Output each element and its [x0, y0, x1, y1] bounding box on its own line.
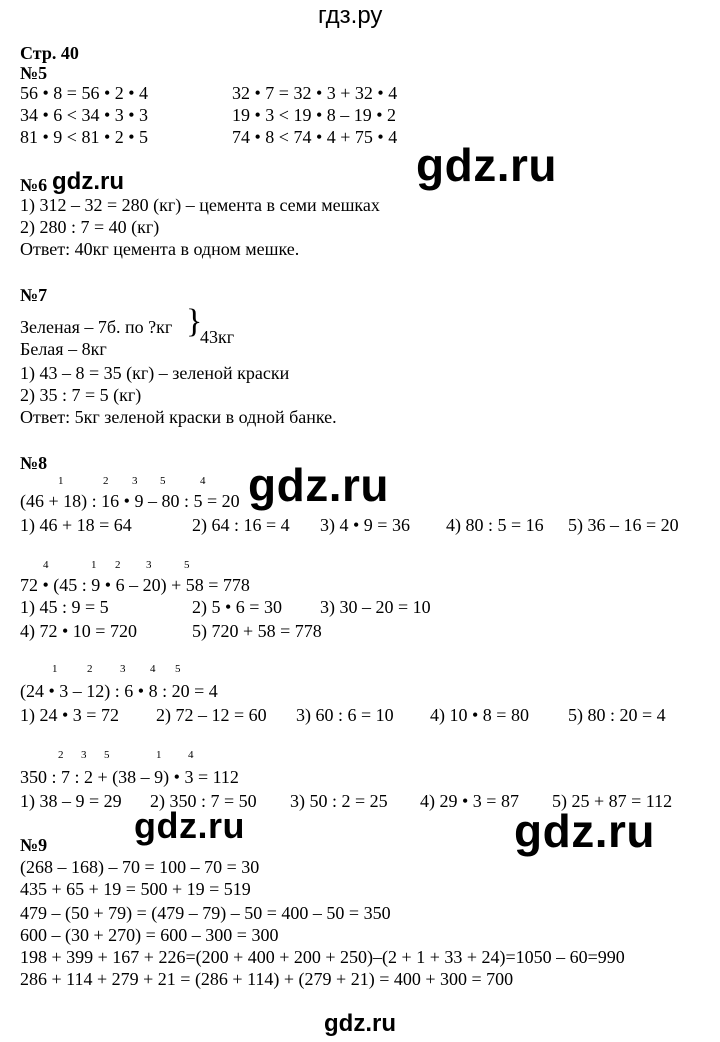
task8-step: 4) 10 • 8 = 80 — [430, 705, 529, 725]
task9-line: 435 + 65 + 19 = 500 + 19 = 519 — [20, 879, 251, 899]
watermark-logo: gdz.ru — [324, 1010, 396, 1037]
task6-line: 2) 280 : 7 = 40 (кг) — [20, 217, 160, 237]
task8-step: 1) 45 : 9 = 5 — [20, 597, 109, 617]
task7-given-green: Зеленая – 7б. по ?кг — [20, 317, 173, 337]
action-order-number: 5 — [104, 749, 110, 761]
task8-step: 2) 72 – 12 = 60 — [156, 705, 267, 725]
task5-left-line: 56 • 8 = 56 • 2 • 4 — [20, 83, 149, 103]
task9-line: 198 + 399 + 167 + 226=(200 + 400 + 200 + 250)–(2 + 1 + 33 + 24)=1050 – 60=990 — [20, 947, 625, 967]
task7-brace: } — [186, 303, 203, 340]
task7-line: 1) 43 – 8 = 35 (кг) – зеленой краски — [20, 363, 290, 383]
watermark-logo: gdz.ru — [514, 805, 655, 857]
task8-step: 5) 36 – 16 = 20 — [568, 515, 679, 535]
task8-step: 3) 4 • 9 = 36 — [320, 515, 410, 535]
action-order-number: 4 — [43, 559, 49, 571]
action-order-number: 1 — [52, 663, 58, 675]
task5-right-line: 32 • 7 = 32 • 3 + 32 • 4 — [232, 83, 398, 103]
task9-line: (268 – 168) – 70 = 100 – 70 = 30 — [20, 857, 260, 877]
action-order-number: 5 — [160, 475, 166, 487]
task8-expression: (24 • 3 – 12) : 6 • 8 : 20 = 4 — [20, 681, 218, 701]
action-order-number: 4 — [150, 663, 156, 675]
task7-total: 43кг — [200, 327, 235, 347]
action-order-number: 1 — [156, 749, 162, 761]
task8-step: 5) 720 + 58 = 778 — [192, 621, 322, 641]
task7-line: 2) 35 : 7 = 5 (кг) — [20, 385, 142, 405]
task8-step: 2) 5 • 6 = 30 — [192, 597, 282, 617]
task5-left-line: 81 • 9 < 81 • 2 • 5 — [20, 127, 149, 147]
task5-left-line: 34 • 6 < 34 • 3 • 3 — [20, 105, 149, 125]
action-order-number: 3 — [81, 749, 87, 761]
task8-expression: 350 : 7 : 2 + (38 – 9) • 3 = 112 — [20, 767, 239, 787]
task8-expression: (46 + 18) : 16 • 9 – 80 : 5 = 20 — [20, 491, 240, 511]
task8-step: 3) 60 : 6 = 10 — [296, 705, 394, 725]
action-order-number: 1 — [58, 475, 64, 487]
action-order-number: 5 — [184, 559, 190, 571]
task8-step: 5) 80 : 20 = 4 — [568, 705, 666, 725]
task8-step: 2) 350 : 7 = 50 — [150, 791, 257, 811]
task6-title: №6 — [20, 175, 48, 195]
task8-step: 4) 80 : 5 = 16 — [446, 515, 544, 535]
task6-line: 1) 312 – 32 = 280 (кг) – цемента в семи мешках — [20, 195, 380, 215]
task6-line: Ответ: 40кг цемента в одном мешке. — [20, 239, 300, 259]
task8-step: 1) 46 + 18 = 64 — [20, 515, 132, 535]
task9-title: №9 — [20, 835, 48, 855]
task8-step: 3) 30 – 20 = 10 — [320, 597, 431, 617]
action-order-number: 2 — [103, 475, 109, 487]
watermark-logo: gdz.ru — [248, 459, 389, 511]
task8-step: 4) 29 • 3 = 87 — [420, 791, 519, 811]
task7-given-white: Белая – 8кг — [20, 339, 107, 359]
task8-title: №8 — [20, 453, 48, 473]
task8-step: 1) 24 • 3 = 72 — [20, 705, 119, 725]
action-order-number: 2 — [87, 663, 93, 675]
task8-step: 5) 25 + 87 = 112 — [552, 791, 673, 811]
task8-step: 4) 72 • 10 = 720 — [20, 621, 137, 641]
watermark-logo: gdz.ru — [416, 139, 557, 191]
task5-title: №5 — [20, 63, 48, 83]
task8-expression: 72 • (45 : 9 • 6 – 20) + 58 = 778 — [20, 575, 250, 595]
task9-line: 600 – (30 + 270) = 600 – 300 = 300 — [20, 925, 279, 945]
task5-right-line: 74 • 8 < 74 • 4 + 75 • 4 — [232, 127, 398, 147]
task7-line: Ответ: 5кг зеленой краски в одной банке. — [20, 407, 337, 427]
task9-line: 479 – (50 + 79) = (479 – 79) – 50 = 400 – 50 = 350 — [20, 903, 391, 923]
watermark-logo: gdz.ru — [134, 805, 245, 846]
action-order-number: 5 — [175, 663, 181, 675]
action-order-number: 4 — [200, 475, 206, 487]
page-reference: Стр. 40 — [20, 43, 79, 63]
action-order-number: 4 — [188, 749, 194, 761]
site-header: гдз.ру — [318, 2, 383, 29]
action-order-number: 3 — [132, 475, 138, 487]
action-order-number: 2 — [58, 749, 64, 761]
action-order-number: 2 — [115, 559, 121, 571]
task8-step: 2) 64 : 16 = 4 — [192, 515, 290, 535]
action-order-number: 3 — [120, 663, 126, 675]
task5-right-line: 19 • 3 < 19 • 8 – 19 • 2 — [232, 105, 397, 125]
task8-step: 3) 50 : 2 = 25 — [290, 791, 388, 811]
task7-title: №7 — [20, 285, 48, 305]
action-order-number: 3 — [146, 559, 152, 571]
watermark-logo: gdz.ru — [52, 168, 124, 195]
action-order-number: 1 — [91, 559, 97, 571]
task9-line: 286 + 114 + 279 + 21 = (286 + 114) + (279 + 21) = 400 + 300 = 700 — [20, 969, 514, 989]
task8-step: 1) 38 – 9 = 29 — [20, 791, 122, 811]
